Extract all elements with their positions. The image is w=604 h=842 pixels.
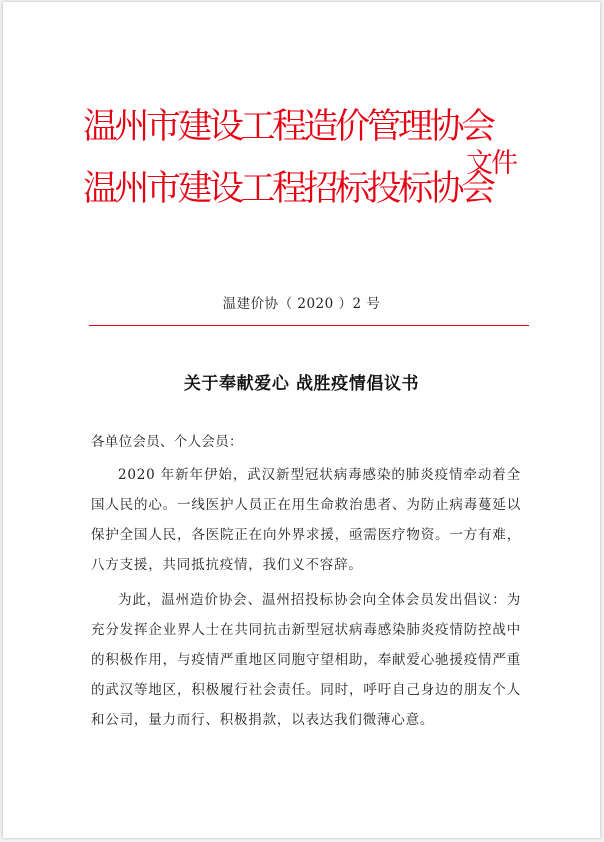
salutation: 各单位会员、个人会员：: [91, 434, 243, 450]
org-name-cost-association: 温州市建设工程造价管理协会: [83, 107, 493, 147]
document-title: 关于奉献爱心 战胜疫情倡议书: [183, 374, 420, 394]
body-paragraph-1: 2020 年新年伊始，武汉新型冠状病毒感染的肺炎疫情牵动着全国人民的心。一线医护人员正在用生命救治患者、为防止病毒蔓延以保护全国人民，各医院正在向外界求援，亟需医疗物资。一方有难，八方支援，共同抵抗疫情，我们义不容辞。: [91, 467, 521, 573]
red-header: [3, 2, 600, 232]
document-number: 温建价协（ 2020 ）2 号: [222, 296, 381, 312]
document-type-label: 文件: [466, 148, 516, 179]
red-divider: [89, 325, 529, 326]
body-paragraph-2: 为此，温州造价协会、温州招投标协会向全体会员发出倡议：为充分发挥企业界人士在共同抗击新型冠状病毒感染肺炎疫情防控战中的积极作用，与疫情严重地区同胞守望相助，奉献爱心驰援疫情严重的武汉等地区，积极履行社会责任。同时，呼吁自己身边的朋友个人和公司，量力而行、积极捐款，以表达我们微薄心意。: [91, 592, 521, 728]
org-name-bidding-association: 温州市建设工程招标投标协会: [83, 169, 493, 209]
document-page: [3, 2, 600, 838]
